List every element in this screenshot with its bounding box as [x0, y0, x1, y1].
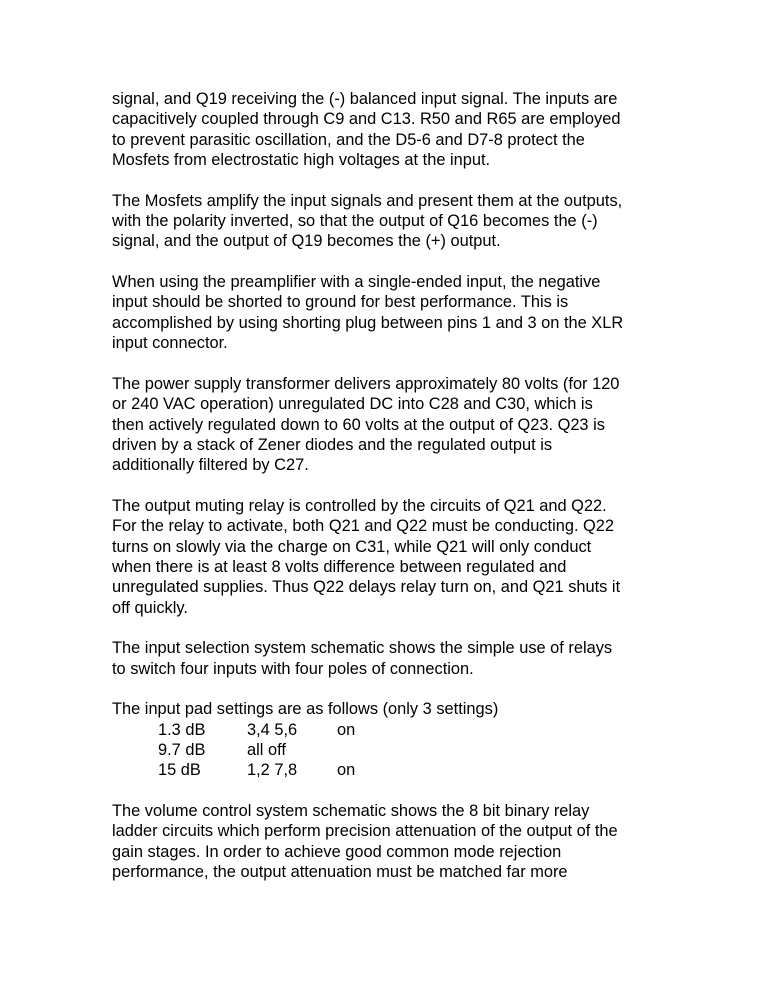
pad-state: on	[337, 761, 356, 780]
text-line: turns on slowly via the charge on C31, while Q21 will only conduct	[112, 537, 592, 556]
paragraph-gap	[112, 618, 672, 638]
text-line: Mosfets from electrostatic high voltages at the input.	[112, 151, 491, 170]
text-line: driven by a stack of Zener diodes and the regulated output is	[112, 435, 553, 454]
text-line: off quickly.	[112, 598, 188, 617]
paragraph-muting-relay	[112, 496, 672, 618]
pad-settings-intro: The input pad settings are as follows (only 3 settings)	[112, 700, 499, 719]
document-page	[112, 89, 672, 882]
paragraph-gap	[112, 252, 672, 272]
text-line: input should be shorted to ground for best performance. This is	[112, 293, 569, 312]
paragraph-volume-control	[112, 801, 672, 882]
paragraph-power-supply	[112, 374, 672, 476]
text-line: ladder circuits which perform precision attenuation of the output of the	[112, 822, 618, 841]
pad-switches: all off	[247, 741, 286, 759]
pad-setting-row	[112, 740, 672, 760]
text-line: The output muting relay is controlled by the circuits of Q21 and Q22.	[112, 496, 607, 515]
text-line: The volume control system schematic shows the 8 bit binary relay	[112, 802, 590, 821]
paragraph-single-ended	[112, 272, 672, 353]
paragraph-mosfet-amplify	[112, 191, 672, 252]
text-line: or 240 VAC operation) unregulated DC into C28 and C30, which is	[112, 395, 593, 414]
text-line: The input selection system schematic shows the simple use of relays	[112, 639, 613, 658]
text-line: The Mosfets amplify the input signals and present them at the outputs,	[112, 191, 623, 210]
text-line: input connector.	[112, 334, 228, 353]
text-line: signal, and the output of Q19 becomes the (+) output.	[112, 232, 501, 251]
text-line: capacitively coupled through C9 and C13. R50 and R65 are employed	[112, 110, 621, 129]
pad-state: on	[337, 720, 356, 739]
pad-level: 9.7 dB	[158, 741, 206, 759]
text-line: with the polarity inverted, so that the output of Q16 becomes the (-)	[112, 212, 598, 231]
paragraph-input-pad	[112, 699, 672, 780]
pad-setting-row	[112, 720, 672, 740]
text-line: then actively regulated down to 60 volts at the output of Q23. Q23 is	[112, 415, 605, 434]
pad-level: 1.3 dB	[158, 720, 206, 739]
paragraph-gap	[112, 679, 672, 699]
text-line: gain stages. In order to achieve good common mode rejection	[112, 842, 562, 861]
pad-setting-row	[112, 760, 672, 780]
paragraph-input-selection	[112, 638, 672, 679]
paragraph-gap	[112, 781, 672, 801]
text-line: signal, and Q19 receiving the (-) balanced input signal. The inputs are	[112, 90, 618, 108]
text-line: additionally filtered by C27.	[112, 456, 309, 475]
paragraph-gap	[112, 353, 672, 373]
text-line: to switch four inputs with four poles of connection.	[112, 659, 474, 678]
text-line: when there is at least 8 volts difference between regulated and	[112, 557, 567, 576]
text-line: unregulated supplies. Thus Q22 delays relay turn on, and Q21 shuts it	[112, 578, 621, 597]
text-line: When using the preamplifier with a single-ended input, the negative	[112, 273, 601, 292]
pad-switches: 3,4 5,6	[247, 720, 298, 739]
pad-level: 15 dB	[158, 761, 201, 780]
paragraph-gap	[112, 170, 672, 190]
paragraph-mosfet-inputs	[112, 89, 672, 170]
text-line: performance, the output attenuation must be matched far more	[112, 863, 568, 882]
text-line: The power supply transformer delivers approximately 80 volts (for 120	[112, 374, 620, 393]
text-line: For the relay to activate, both Q21 and Q22 must be conducting. Q22	[112, 517, 615, 536]
paragraph-gap	[112, 476, 672, 496]
text-line: accomplished by using shorting plug between pins 1 and 3 on the XLR	[112, 313, 624, 332]
pad-switches: 1,2 7,8	[247, 761, 298, 780]
text-line: to prevent parasitic oscillation, and the D5-6 and D7-8 protect the	[112, 130, 585, 149]
